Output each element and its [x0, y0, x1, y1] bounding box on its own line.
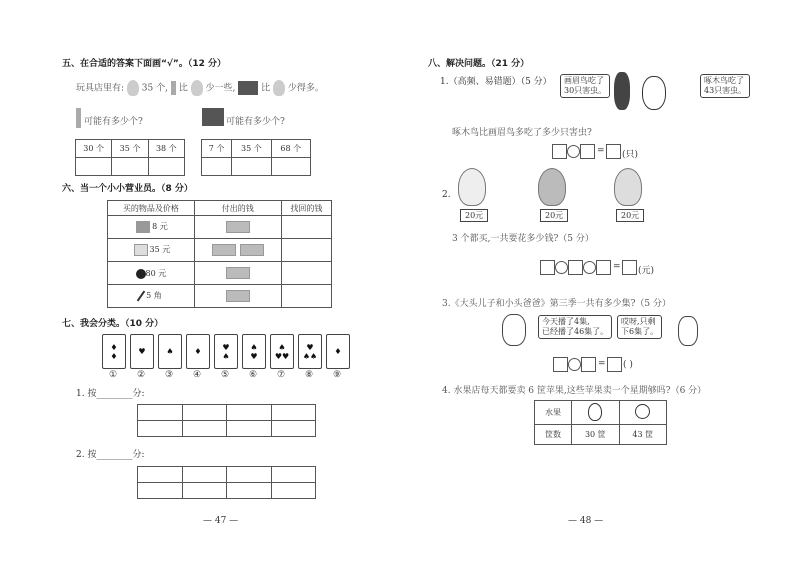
text: 35 个,: [141, 83, 168, 94]
playing-card: [270, 334, 294, 369]
wolf-toy-icon: [614, 168, 642, 206]
answer-box[interactable]: [607, 357, 622, 372]
answer-cell[interactable]: [148, 158, 184, 176]
answer-box[interactable]: [596, 260, 611, 275]
card-suits: ♠: [278, 342, 286, 352]
answer-box[interactable]: [540, 260, 555, 275]
price-tag: 20元: [616, 209, 644, 222]
cell[interactable]: [271, 483, 316, 499]
answer-box[interactable]: [606, 144, 621, 159]
classify-table-1: [137, 404, 316, 437]
item-icon: [134, 244, 148, 256]
text: 比: [178, 83, 188, 94]
card-number: ⑨: [332, 370, 342, 380]
robot-icon: [238, 81, 258, 95]
section-5-title: 五、在合适的答案下面画“√”。（12 分）: [62, 59, 226, 69]
price-tag: 20元: [540, 209, 568, 222]
page-number-left: — 47 —: [203, 516, 239, 526]
count: 43 筐: [619, 425, 666, 445]
classify-table-2: [137, 466, 316, 499]
classify-prompt-1: 1. 按________分:: [76, 389, 145, 399]
options-table-2: [201, 139, 311, 176]
cell[interactable]: [227, 483, 272, 499]
playing-card: [130, 334, 154, 369]
cell[interactable]: [271, 421, 316, 437]
playing-card: [298, 334, 322, 369]
equals-sign: =: [613, 262, 621, 272]
speech-bubble-dad: 哎呀,只剩 下6集了。: [617, 315, 662, 339]
header: 找回的钱: [281, 201, 331, 216]
card-number: ⑦: [276, 370, 286, 380]
card-suits: ♠: [222, 351, 230, 361]
change-cell[interactable]: [281, 285, 331, 308]
cell[interactable]: [182, 467, 227, 483]
question-1-text: 啄木鸟比画眉鸟多吃了多少只害虫?: [452, 128, 592, 138]
banknote-icon: [212, 244, 236, 256]
card-suits: ♦: [334, 347, 342, 356]
question-4: 4. 水果店每天都要卖 6 筐苹果,这些苹果卖一个星期够吗?（6 分）: [442, 386, 707, 396]
section-6-title: 六、当一个小小营业员。（8 分）: [62, 184, 193, 194]
card-number: ⑤: [220, 370, 230, 380]
apple-icon: [635, 404, 650, 419]
option: 68 个: [271, 140, 310, 158]
puppet-icon: [171, 81, 176, 95]
operator-circle[interactable]: [568, 358, 581, 371]
cell[interactable]: [138, 467, 183, 483]
banknote-icon: [226, 221, 250, 233]
fruit-table: [534, 400, 667, 445]
soccer-ball-icon: [136, 269, 146, 279]
card-suits: ♥: [138, 347, 146, 356]
section-7-title: 七、我会分类。（10 分）: [62, 319, 164, 329]
unit: ( ): [623, 360, 633, 370]
price: 35 元: [149, 245, 171, 254]
operator-circle[interactable]: [555, 261, 568, 274]
item-icon: [136, 221, 150, 233]
dad-character-icon: [678, 316, 698, 346]
answer-box[interactable]: [622, 260, 637, 275]
option: 35 个: [232, 140, 271, 158]
header: 付出的钱: [194, 201, 281, 216]
card-suits: ♦: [110, 342, 118, 352]
unit: (只): [622, 150, 639, 160]
unit: (元): [638, 266, 655, 276]
answer-cell[interactable]: [202, 158, 232, 176]
text: 少一些,: [205, 83, 236, 94]
option: 30 个: [76, 140, 112, 158]
question-puppet: 可能有多少个?: [84, 117, 143, 127]
card-suits: ♦: [194, 347, 202, 356]
speech-bubble-woodpecker: 啄木鸟吃了 43只害虫。: [700, 74, 750, 98]
price: 8 元: [152, 222, 168, 231]
boy-character-icon: [502, 314, 526, 346]
price: 5 角: [146, 291, 162, 300]
sheep-toy-icon: [538, 168, 566, 206]
options-table-1: [75, 139, 185, 176]
card-number: ①: [108, 370, 118, 380]
text: 玩具店里有:: [76, 83, 125, 94]
playing-card: [158, 334, 182, 369]
question-robot: 可能有多少个?: [226, 117, 285, 127]
robot-icon: [202, 108, 224, 126]
question-2-text: 3 个都买,一共要花多少钱?（5 分）: [452, 234, 594, 244]
question-2: 2.: [442, 190, 451, 200]
text: 少得多。: [287, 83, 324, 94]
speech-bubble-boy: 今天播了4集, 已经播了46集了。: [538, 315, 612, 339]
cell[interactable]: [271, 467, 316, 483]
option: 7 个: [202, 140, 232, 158]
card-number: ③: [164, 370, 174, 380]
answer-cell[interactable]: [271, 158, 310, 176]
change-cell[interactable]: [281, 216, 331, 239]
playing-card: [102, 334, 126, 369]
card-number: ⑧: [304, 370, 314, 380]
banknote-icon: [226, 267, 250, 279]
question-3: 3.《大头儿子和小头爸爸》第三季一共有多少集?（5 分）: [442, 299, 672, 309]
operator-circle[interactable]: [583, 261, 596, 274]
answer-box[interactable]: [568, 260, 583, 275]
card-suits: ♠♠: [302, 351, 318, 361]
woodpecker-icon: [642, 76, 666, 110]
card-suits: ♥: [250, 351, 258, 361]
answer-cell[interactable]: [112, 158, 148, 176]
cell[interactable]: [227, 405, 272, 421]
answer-box[interactable]: [580, 144, 595, 159]
answer-box[interactable]: [553, 357, 568, 372]
card-number: ②: [136, 370, 146, 380]
section-8-title: 八、解决问题。（21 分）: [428, 59, 530, 69]
card-suits: ♥♥: [274, 351, 290, 361]
pear-icon: [588, 403, 602, 421]
cell[interactable]: [138, 405, 183, 421]
option: 35 个: [112, 140, 148, 158]
cell[interactable]: [227, 421, 272, 437]
puppet-icon: [76, 108, 81, 128]
cell[interactable]: [138, 483, 183, 499]
cell[interactable]: [138, 421, 183, 437]
answer-box[interactable]: [552, 144, 567, 159]
answer-box[interactable]: [581, 357, 596, 372]
classify-prompt-2: 2. 按________分:: [76, 450, 145, 460]
change-cell[interactable]: [281, 239, 331, 262]
option: 38 个: [148, 140, 184, 158]
question-1: 1.（高频、易错题）（5 分）: [440, 77, 552, 87]
playing-card: [214, 334, 238, 369]
card-suits: ♥: [306, 342, 314, 352]
card-suits: ♥: [222, 342, 230, 352]
playing-card: [326, 334, 350, 369]
playing-card: [242, 334, 266, 369]
cell[interactable]: [182, 421, 227, 437]
doll-icon: [273, 80, 285, 96]
operator-circle[interactable]: [567, 145, 580, 158]
banknote-icon: [240, 244, 264, 256]
text: 比: [261, 83, 271, 94]
doll-icon: [127, 80, 139, 96]
playing-card: [186, 334, 210, 369]
change-cell[interactable]: [281, 262, 331, 285]
banknote-icon: [226, 290, 250, 302]
thrush-bird-icon: [614, 72, 630, 110]
count: 30 筐: [572, 425, 619, 445]
header: 买的物品及价格: [108, 201, 195, 216]
card-suits: ♦: [110, 351, 118, 361]
pencil-icon: [137, 291, 146, 302]
page-number-right: — 48 —: [568, 516, 604, 526]
cell[interactable]: [182, 405, 227, 421]
doll-icon: [191, 80, 203, 96]
card-number: ⑥: [248, 370, 258, 380]
cell[interactable]: [182, 483, 227, 499]
cell[interactable]: [271, 405, 316, 421]
speech-bubble-thrush: 画眉鸟吃了 30只害虫。: [560, 74, 610, 98]
header: 筐数: [535, 425, 572, 445]
price: 80 元: [145, 268, 167, 278]
price-tag: 20元: [460, 209, 488, 222]
cell[interactable]: [227, 467, 272, 483]
equals-sign: =: [597, 146, 605, 156]
answer-cell[interactable]: [76, 158, 112, 176]
header: 水果: [535, 401, 572, 425]
equals-sign: =: [598, 359, 606, 369]
answer-cell[interactable]: [232, 158, 271, 176]
shop-table: [107, 200, 332, 308]
sheep-toy-icon: [458, 168, 486, 206]
card-number: ④: [192, 370, 202, 380]
toy-line: [76, 80, 324, 96]
card-suits: ♠: [250, 342, 258, 352]
card-suits: ♠: [166, 347, 174, 356]
